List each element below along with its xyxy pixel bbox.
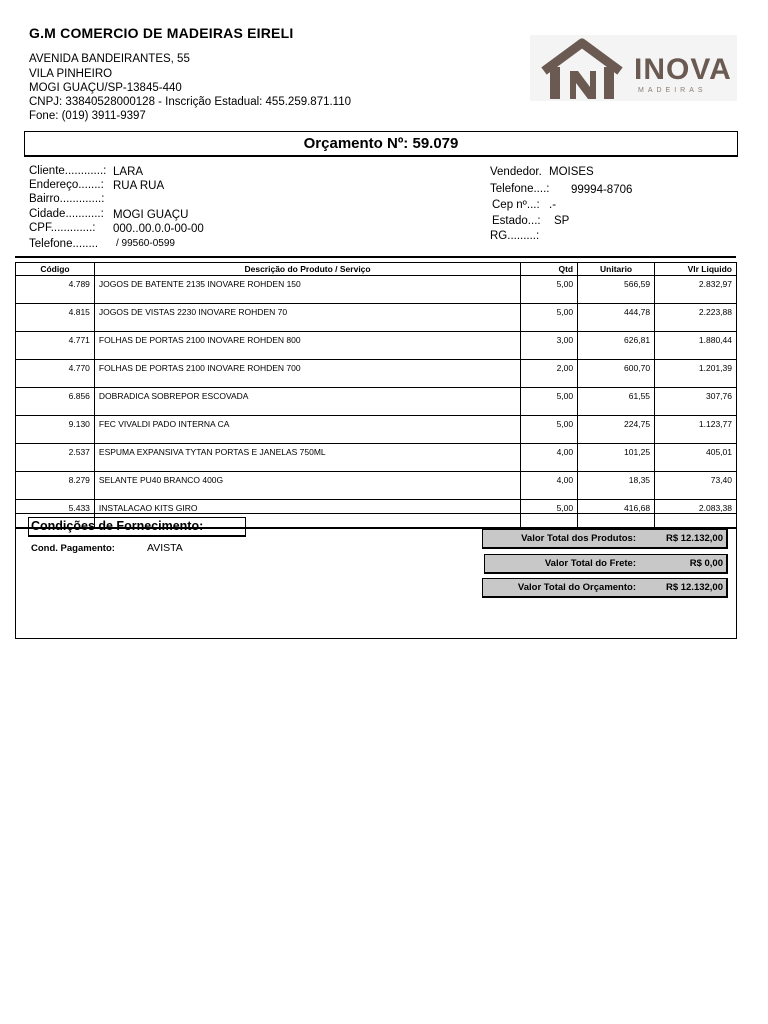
cell-qtd: 5,00: [521, 500, 578, 529]
table-row: [16, 360, 737, 388]
table-row: [16, 276, 737, 304]
payment-condition-label: Cond. Pagamento:: [31, 543, 115, 554]
cep-label: Cep nº...:: [492, 199, 540, 211]
cell-descricao: FEC VIVALDI PADO INTERNA CA: [94, 416, 520, 444]
bairro-label: Bairro.............:: [29, 193, 105, 205]
cell-liquido: 1.201,39: [655, 360, 737, 388]
cell-unitario: 444,78: [578, 304, 655, 332]
total-orcamento-label: Valor Total do Orçamento:: [517, 582, 636, 593]
section-divider: [15, 256, 736, 258]
cliente-label: Cliente............:: [29, 165, 107, 177]
cell-liquido: 2.832,97: [655, 276, 737, 304]
cell-codigo: 8.279: [16, 472, 95, 500]
cell-liquido: 2.223,88: [655, 304, 737, 332]
table-row: [16, 472, 737, 500]
col-header-unitario: Unitario: [578, 263, 655, 276]
seller-telefone-value: 99994-8706: [571, 184, 633, 196]
total-produtos-label: Valor Total dos Produtos:: [521, 533, 636, 544]
cell-descricao: FOLHAS DE PORTAS 2100 INOVARE ROHDEN 800: [94, 332, 520, 360]
cell-codigo: 9.130: [16, 416, 95, 444]
cell-qtd: 2,00: [521, 360, 578, 388]
company-cnpj: CNPJ: 33840528000128 - Inscrição Estadual: 455.259.871.110: [29, 96, 352, 108]
cell-unitario: 61,55: [578, 388, 655, 416]
company-name: G.M COMERCIO DE MADEIRAS EIRELI: [29, 25, 294, 41]
table-row: [16, 332, 737, 360]
cell-descricao: INSTALACAO KITS GIRO: [94, 500, 520, 529]
col-header-codigo: Código: [16, 263, 95, 276]
cell-codigo: 4.770: [16, 360, 95, 388]
estado-label: Estado...:: [492, 215, 541, 227]
company-address-city: MOGI GUAÇU/SP-13845-440: [29, 82, 182, 94]
cell-descricao: FOLHAS DE PORTAS 2100 INOVARE ROHDEN 700: [94, 360, 520, 388]
cell-codigo: 4.771: [16, 332, 95, 360]
vendedor-label: Vendedor.: [490, 166, 542, 178]
conditions-title: Condições de Fornecimento:: [28, 517, 246, 537]
telefone-value: / 99560-0599: [116, 238, 175, 249]
cell-codigo: 6.856: [16, 388, 95, 416]
cell-unitario: 600,70: [578, 360, 655, 388]
cell-liquido: 73,40: [655, 472, 737, 500]
cell-qtd: 4,00: [521, 444, 578, 472]
cep-value: .-: [549, 199, 557, 211]
cell-codigo: 5.433: [16, 500, 95, 529]
endereco-label: Endereço.......:: [29, 179, 104, 191]
items-table: [15, 262, 737, 529]
cell-liquido: 1.123,77: [655, 416, 737, 444]
cell-codigo: 4.789: [16, 276, 95, 304]
cell-unitario: 626,81: [578, 332, 655, 360]
cell-codigo: 4.815: [16, 304, 95, 332]
cell-descricao: JOGOS DE VISTAS 2230 INOVARE ROHDEN 70: [94, 304, 520, 332]
cpf-label: CPF.............:: [29, 222, 96, 234]
total-produtos-box: [482, 529, 728, 549]
cell-qtd: 4,00: [521, 472, 578, 500]
company-logo: [530, 35, 737, 101]
total-produtos-value: R$ 12.132,00: [665, 533, 723, 544]
cell-unitario: 101,25: [578, 444, 655, 472]
cell-liquido: 405,01: [655, 444, 737, 472]
cell-codigo: 2.537: [16, 444, 95, 472]
table-header-row: [16, 263, 737, 276]
logo-text: INOVA: [634, 53, 732, 86]
total-orcamento-value: R$ 12.132,00: [665, 582, 723, 593]
total-orcamento-box: [482, 578, 728, 598]
company-address-street: AVENIDA BANDEIRANTES, 55: [29, 53, 190, 65]
endereco-value: RUA RUA: [113, 180, 165, 192]
cell-qtd: 5,00: [521, 388, 578, 416]
payment-condition-value: AVISTA: [147, 542, 183, 554]
table-row: [16, 416, 737, 444]
cell-descricao: ESPUMA EXPANSIVA TYTAN PORTAS E JANELAS 750ML: [94, 444, 520, 472]
cpf-value: 000..00.0.0-00-00: [113, 223, 204, 235]
total-frete-box: [484, 554, 728, 574]
company-address-district: VILA PINHEIRO: [29, 68, 113, 80]
col-header-qtd: Qtd: [521, 263, 578, 276]
house-logo-icon: [538, 37, 638, 103]
company-phone: Fone: (019) 3911-9397: [29, 110, 146, 122]
total-frete-value: R$ 0,00: [689, 558, 723, 569]
cell-descricao: SELANTE PU40 BRANCO 400G: [94, 472, 520, 500]
cell-unitario: 224,75: [578, 416, 655, 444]
table-row: [16, 388, 737, 416]
cell-qtd: 5,00: [521, 416, 578, 444]
logo-subtext: MADEIRAS: [638, 87, 707, 94]
quote-title: Orçamento Nº: 59.079: [24, 131, 738, 157]
telefone-label: Telefone........: [29, 238, 99, 250]
table-row: [16, 444, 737, 472]
vendedor-value: MOISES: [549, 166, 594, 178]
cell-qtd: 5,00: [521, 276, 578, 304]
cidade-label: Cidade...........:: [29, 208, 104, 220]
cell-descricao: DOBRADICA SOBREPOR ESCOVADA: [94, 388, 520, 416]
total-frete-label: Valor Total do Frete:: [544, 558, 636, 569]
cell-descricao: JOGOS DE BATENTE 2135 INOVARE ROHDEN 150: [94, 276, 520, 304]
rg-label: RG.........:: [490, 230, 540, 242]
cell-unitario: 416,68: [578, 500, 655, 529]
col-header-liquido: Vlr Liquido: [655, 263, 737, 276]
col-header-descricao: Descrição do Produto / Serviço: [94, 263, 520, 276]
table-row: [16, 304, 737, 332]
seller-telefone-label: Telefone....:: [490, 183, 550, 195]
cell-qtd: 3,00: [521, 332, 578, 360]
cell-liquido: 307,76: [655, 388, 737, 416]
cliente-value: LARA: [113, 166, 144, 178]
cell-liquido: 2.083,38: [655, 500, 737, 529]
cell-unitario: 18,35: [578, 472, 655, 500]
cell-unitario: 566,59: [578, 276, 655, 304]
cidade-value: MOGI GUAÇU: [113, 209, 189, 221]
cell-qtd: 5,00: [521, 304, 578, 332]
cell-liquido: 1.880,44: [655, 332, 737, 360]
estado-value: SP: [554, 215, 570, 227]
